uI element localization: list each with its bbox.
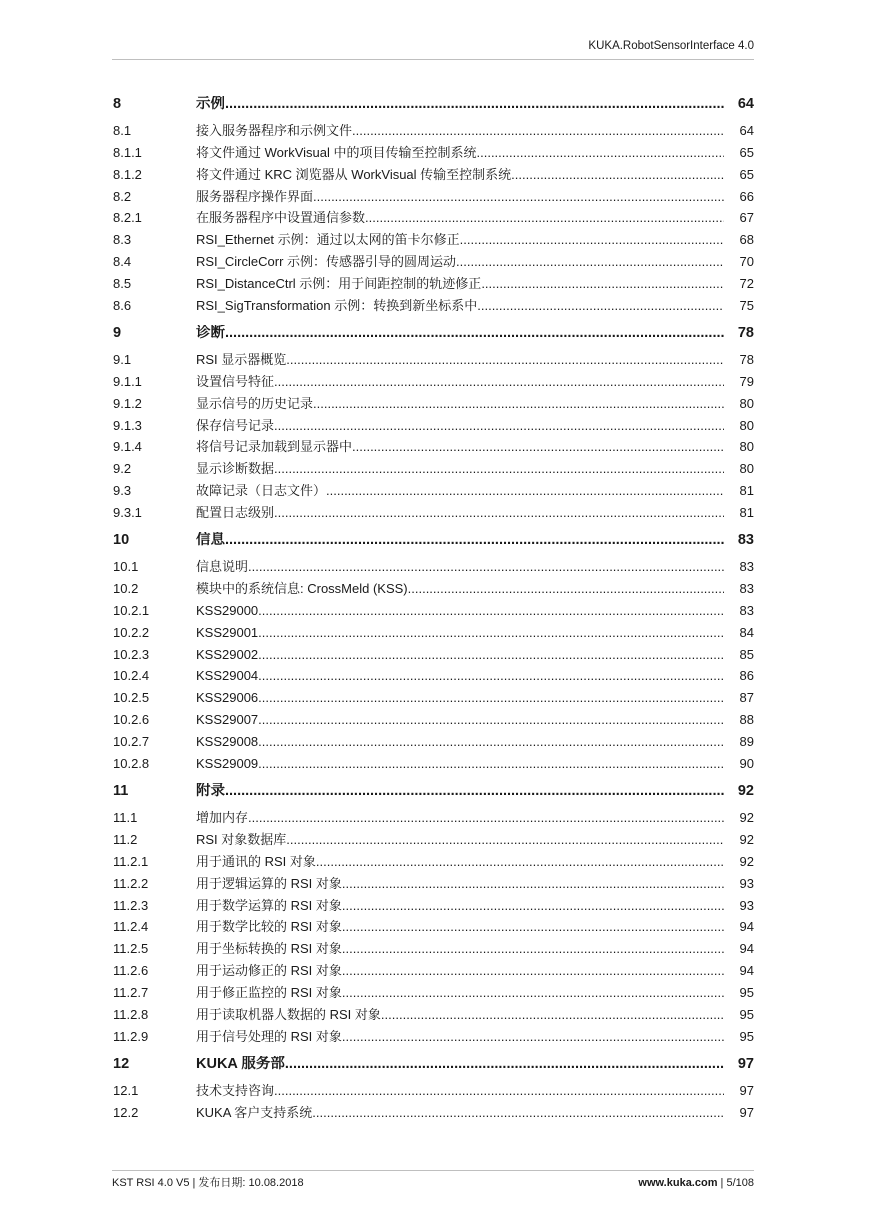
toc-entry-number: 10.2.5 [113, 690, 150, 706]
toc-entry-title: 诊断 ..... [196, 325, 724, 341]
toc-entry-row[interactable] [113, 870, 754, 892]
toc-entry-title: 用于通讯的 RSI 对象 ..... [196, 854, 724, 870]
toc-entry-page: 88 [739, 712, 754, 728]
toc-entry-row[interactable] [113, 663, 754, 685]
toc-entry-page: 89 [739, 734, 754, 750]
toc-entry-page: 80 [739, 461, 754, 477]
toc-chapter-row[interactable] [113, 1048, 754, 1072]
toc-entry-title: 故障记录（日志文件） ..... [196, 483, 724, 499]
toc-entry-page: 83 [739, 602, 754, 618]
toc-entry-title: 增加内存 ..... [196, 810, 724, 826]
toc-entry-number: 8.5 [113, 276, 132, 292]
toc-entry-page: 94 [739, 919, 754, 935]
toc-chapter-row[interactable] [113, 88, 754, 112]
toc-entry-title: 将文件通过 KRC 浏览器从 WorkVisual 传输至控制系统 ..... [196, 167, 724, 183]
toc-entry-title: KSS29002 ..... [196, 647, 724, 663]
table-of-contents [113, 88, 754, 1121]
toc-entry-number: 10.2.8 [113, 756, 150, 772]
toc-entry-page: 68 [739, 232, 754, 248]
toc-entry-title: 模块中的系统信息: CrossMeld (KSS) ..... [196, 581, 724, 597]
toc-entry-row[interactable] [113, 434, 754, 456]
toc-entry-page: 95 [739, 1028, 754, 1044]
toc-entry-page: 65 [739, 166, 754, 182]
toc-entry-row[interactable] [113, 1077, 754, 1099]
toc-entry-row[interactable] [113, 892, 754, 914]
toc-entry-number: 11.2.4 [113, 919, 149, 935]
toc-entry-number: 8.2.1 [113, 210, 142, 226]
toc-entry-title: 示例 ..... [196, 96, 724, 112]
toc-entry-row[interactable] [113, 826, 754, 848]
toc-entry-title: 在服务器程序中设置通信参数 ..... [196, 210, 724, 226]
toc-entry-row[interactable] [113, 139, 754, 161]
toc-entry-row[interactable] [113, 914, 754, 936]
toc-entry-number: 8.6 [113, 298, 132, 314]
toc-entry-row[interactable] [113, 684, 754, 706]
toc-entry-title: 显示信号的历史记录 ..... [196, 396, 724, 412]
toc-entry-row[interactable] [113, 804, 754, 826]
toc-entry-row[interactable] [113, 979, 754, 1001]
toc-entry-row[interactable] [113, 848, 754, 870]
toc-entry-page: 81 [739, 483, 754, 499]
toc-entry-row[interactable] [113, 619, 754, 641]
toc-entry-page: 84 [739, 624, 754, 640]
toc-entry-title: RSI_CircleCorr 示例：传感器引导的圆周运动 ..... [196, 254, 724, 270]
toc-entry-page: 83 [737, 532, 754, 549]
toc-entry-number: 12.1 [113, 1082, 139, 1098]
toc-entry-title: KUKA 客户支持系统 ..... [196, 1105, 724, 1121]
toc-entry-number: 11.2.1 [113, 853, 149, 869]
toc-entry-page: 66 [739, 188, 754, 204]
toc-entry-number: 10.2.1 [113, 602, 150, 618]
toc-chapter-row[interactable] [113, 775, 754, 799]
toc-entry-page: 93 [739, 875, 754, 891]
toc-entry-number: 10.2.2 [113, 624, 150, 640]
toc-entry-number: 8.2 [113, 188, 132, 204]
toc-entry-page: 90 [739, 756, 754, 772]
toc-entry-row[interactable] [113, 499, 754, 521]
toc-entry-title: 用于坐标转换的 RSI 对象 ..... [196, 941, 724, 957]
toc-entry-page: 78 [739, 351, 754, 367]
toc-entry-number: 10.2.6 [113, 712, 150, 728]
toc-entry-title: 信息说明 ..... [196, 559, 724, 575]
toc-entry-number: 9.3.1 [113, 505, 142, 521]
toc-entry-number: 9.3 [113, 483, 132, 499]
footer-page-number: 5/108 [726, 1177, 754, 1189]
toc-entry-page: 83 [739, 559, 754, 575]
toc-entry-number: 11.2.8 [113, 1006, 149, 1022]
toc-chapter-row[interactable] [113, 524, 754, 548]
toc-entry-row[interactable] [113, 477, 754, 499]
toc-entry-row[interactable] [113, 117, 754, 139]
toc-entry-page: 95 [739, 985, 754, 1001]
toc-entry-page: 97 [737, 1055, 754, 1072]
toc-entry-title: 显示诊断数据 ..... [196, 461, 724, 477]
toc-entry-title: RSI 对象数据库 ..... [196, 832, 724, 848]
toc-entry-row[interactable] [113, 641, 754, 663]
toc-entry-row[interactable] [113, 575, 754, 597]
toc-entry-row[interactable] [113, 205, 754, 227]
toc-entry-page: 72 [739, 276, 754, 292]
footer-right [638, 1173, 754, 1193]
toc-entry-row[interactable] [113, 346, 754, 368]
toc-entry-number: 10.2.3 [113, 646, 150, 662]
toc-entry-number: 9.1.2 [113, 395, 142, 411]
toc-entry-row[interactable] [113, 161, 754, 183]
toc-entry-title: KSS29009 ..... [196, 756, 724, 772]
footer-website: www.kuka.com [638, 1177, 718, 1189]
toc-entry-number: 11.2.9 [113, 1028, 149, 1044]
toc-entry-number: 8.1.2 [113, 166, 142, 182]
toc-entry-row[interactable] [113, 270, 754, 292]
footer-document-info: KST RSI 4.0 V5 | 发布日期: 10.08.2018 [112, 1177, 304, 1189]
toc-entry-page: 83 [739, 580, 754, 596]
toc-entry-title: 用于数学运算的 RSI 对象 ..... [196, 898, 724, 914]
toc-chapter-row[interactable] [113, 317, 754, 341]
toc-entry-title: RSI_SigTransformation 示例：转换到新坐标系中 ..... [196, 298, 724, 314]
toc-entry-page: 70 [739, 254, 754, 270]
toc-entry-row[interactable] [113, 368, 754, 390]
toc-entry-page: 64 [739, 122, 754, 138]
toc-entry-number: 9.2 [113, 461, 132, 477]
toc-entry-row[interactable] [113, 1023, 754, 1045]
toc-entry-title: KSS29006 ..... [196, 690, 724, 706]
toc-entry-title: KSS29004 ..... [196, 668, 724, 684]
toc-entry-page: 85 [739, 646, 754, 662]
toc-entry-title: KSS29008 ..... [196, 734, 724, 750]
toc-entry-title: KSS29007 ..... [196, 712, 724, 728]
toc-entry-title: 将信号记录加载到显示器中 ..... [196, 439, 724, 455]
toc-entry-page: 87 [739, 690, 754, 706]
toc-entry-title: RSI_Ethernet 示例：通过以太网的笛卡尔修正 ..... [196, 232, 724, 248]
toc-entry-number: 11.2.5 [113, 941, 149, 957]
toc-entry-page: 93 [739, 897, 754, 913]
toc-entry-page: 92 [739, 853, 754, 869]
toc-entry-row[interactable] [113, 706, 754, 728]
toc-entry-number: 12.2 [113, 1104, 139, 1120]
toc-entry-number: 10.2.4 [113, 668, 150, 684]
toc-entry-title: 用于修正监控的 RSI 对象 ..... [196, 985, 724, 1001]
toc-entry-number: 9 [113, 325, 122, 342]
toc-entry-number: 11 [113, 783, 129, 800]
toc-entry-page: 80 [739, 439, 754, 455]
toc-entry-number: 12 [113, 1055, 130, 1072]
toc-entry-page: 97 [739, 1082, 754, 1098]
page-header [112, 37, 754, 60]
toc-entry-number: 11.2 [113, 831, 138, 847]
toc-entry-page: 64 [737, 96, 754, 112]
toc-entry-title: RSI 显示器概览 ..... [196, 352, 724, 368]
toc-entry-page: 92 [739, 831, 754, 847]
toc-entry-page: 78 [737, 325, 754, 342]
toc-entry-row[interactable] [113, 1001, 754, 1023]
toc-entry-number: 11.1 [113, 809, 138, 825]
toc-entry-page: 79 [739, 373, 754, 389]
toc-entry-title: 设置信号特征 ..... [196, 374, 724, 390]
toc-entry-page: 92 [737, 783, 754, 800]
toc-entry-number: 11.2.3 [113, 897, 149, 913]
toc-entry-number: 9.1.4 [113, 439, 142, 455]
toc-entry-title: 接入服务器程序和示例文件 ..... [196, 123, 724, 139]
toc-entry-number: 8.4 [113, 254, 132, 270]
toc-entry-page: 75 [739, 298, 754, 314]
toc-entry-row[interactable] [113, 597, 754, 619]
toc-entry-page: 95 [739, 1006, 754, 1022]
toc-entry-page: 86 [739, 668, 754, 684]
footer-separator: | [717, 1177, 727, 1189]
toc-entry-title: 将文件通过 WorkVisual 中的项目传输至控制系统 ..... [196, 145, 724, 161]
toc-entry-number: 10.1 [113, 559, 139, 575]
toc-entry-page: 92 [739, 809, 754, 825]
toc-entry-row[interactable] [113, 957, 754, 979]
toc-entry-row[interactable] [113, 183, 754, 205]
toc-entry-number: 8.3 [113, 232, 132, 248]
toc-entry-page: 97 [739, 1104, 754, 1120]
toc-entry-row[interactable] [113, 248, 754, 270]
toc-entry-number: 8 [113, 96, 122, 112]
toc-entry-row[interactable] [113, 455, 754, 477]
header-title: KUKA.RobotSensorInterface 4.0 [588, 40, 754, 52]
toc-entry-number: 9.1 [113, 351, 132, 367]
toc-entry-page: 80 [739, 417, 754, 433]
toc-entry-row[interactable] [113, 728, 754, 750]
toc-entry-title: 服务器程序操作界面 ..... [196, 189, 724, 205]
toc-entry-page: 67 [739, 210, 754, 226]
toc-entry-title: KSS29001 ..... [196, 625, 724, 641]
toc-entry-title: 配置日志级别 ..... [196, 505, 724, 521]
toc-entry-title: 附录 ..... [196, 783, 724, 799]
toc-entry-title: 信息 ..... [196, 532, 724, 548]
toc-entry-title: 用于读取机器人数据的 RSI 对象 ..... [196, 1007, 724, 1023]
toc-entry-number: 9.1.3 [113, 417, 142, 433]
toc-entry-number: 11.2.2 [113, 875, 149, 891]
toc-entry-title: 用于逻辑运算的 RSI 对象 ..... [196, 876, 724, 892]
toc-entry-row[interactable] [113, 553, 754, 575]
toc-entry-title: KUKA 服务部 ..... [196, 1056, 724, 1072]
toc-entry-page: 80 [739, 395, 754, 411]
toc-entry-page: 94 [739, 941, 754, 957]
page-footer [112, 1170, 754, 1193]
toc-entry-row[interactable] [113, 226, 754, 248]
toc-entry-title: 用于信号处理的 RSI 对象 ..... [196, 1029, 724, 1045]
toc-entry-number: 9.1.1 [113, 373, 142, 389]
toc-entry-row[interactable] [113, 1099, 754, 1121]
toc-entry-number: 10 [113, 532, 130, 549]
toc-entry-row[interactable] [113, 390, 754, 412]
toc-entry-title: 用于运动修正的 RSI 对象 ..... [196, 963, 724, 979]
toc-entry-number: 8.1 [113, 122, 132, 138]
toc-entry-number: 11.2.7 [113, 985, 149, 1001]
toc-entry-title: 保存信号记录 ..... [196, 418, 724, 434]
toc-entry-row[interactable] [113, 750, 754, 772]
toc-entry-number: 10.2 [113, 580, 139, 596]
toc-entry-number: 8.1.1 [113, 144, 142, 160]
toc-entry-title: 技术支持咨询 ..... [196, 1083, 724, 1099]
toc-entry-page: 94 [739, 963, 754, 979]
toc-entry-number: 10.2.7 [113, 734, 150, 750]
toc-entry-page: 81 [739, 505, 754, 521]
toc-entry-row[interactable] [113, 935, 754, 957]
toc-entry-row[interactable] [113, 292, 754, 314]
toc-entry-title: KSS29000 ..... [196, 603, 724, 619]
toc-entry-page: 65 [739, 144, 754, 160]
toc-entry-row[interactable] [113, 412, 754, 434]
toc-entry-number: 11.2.6 [113, 963, 149, 979]
toc-entry-title: RSI_DistanceCtrl 示例：用于间距控制的轨迹修正 ..... [196, 276, 724, 292]
toc-entry-title: 用于数学比较的 RSI 对象 ..... [196, 919, 724, 935]
